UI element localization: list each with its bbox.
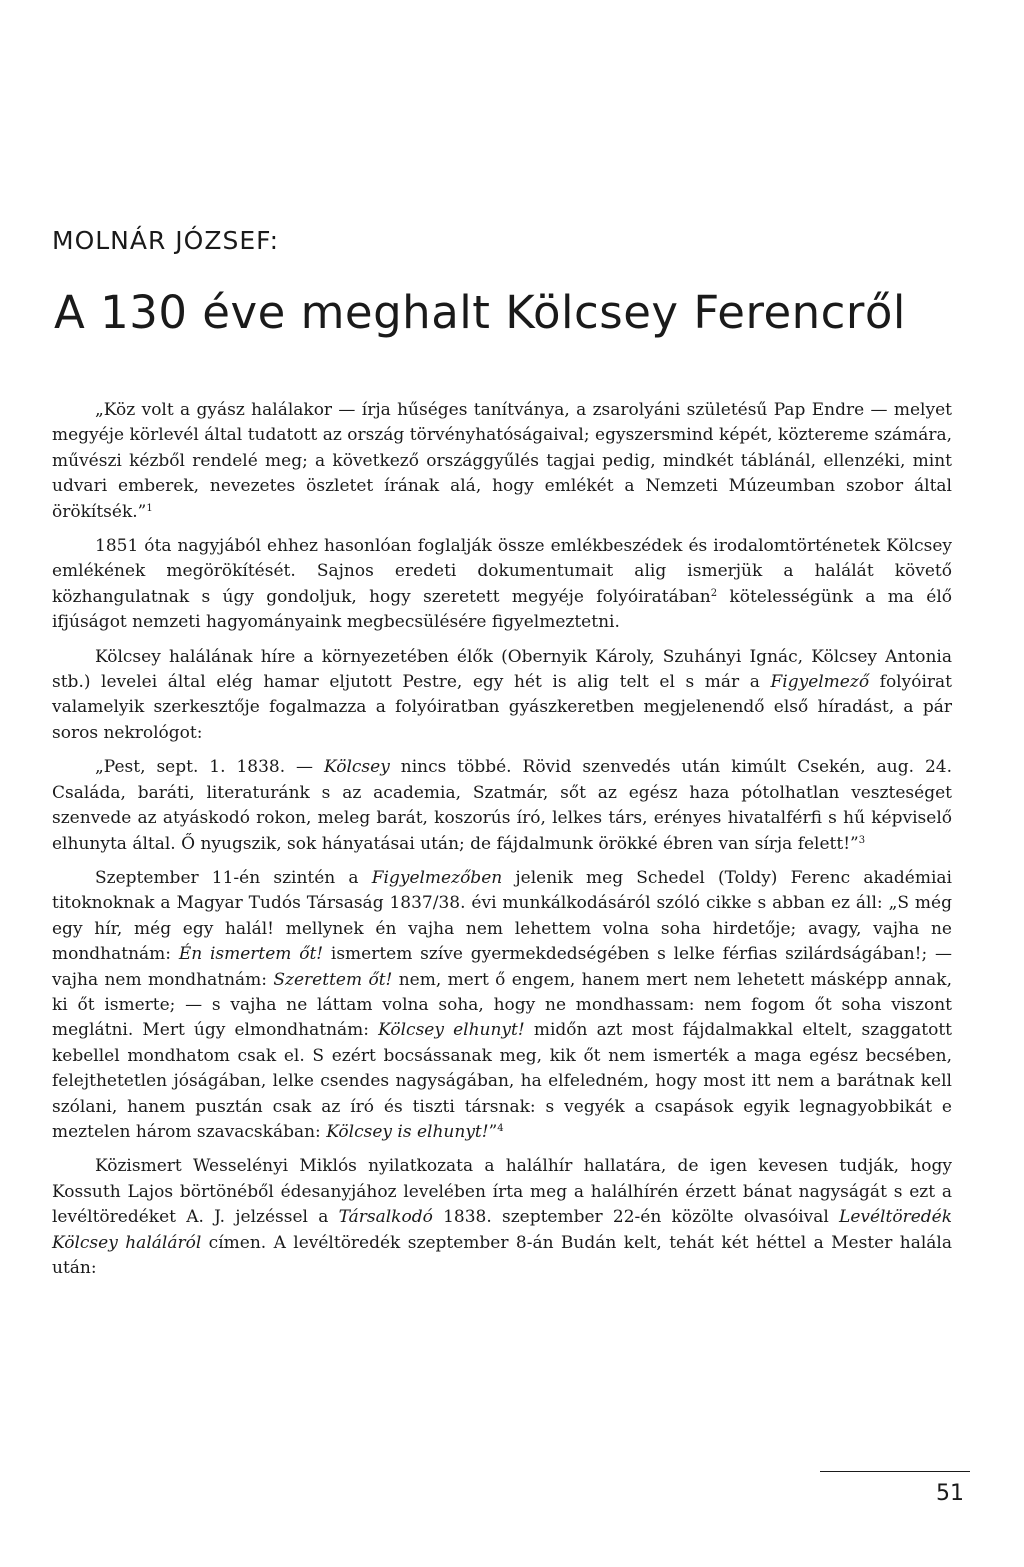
paragraph-3 xyxy=(52,645,952,747)
paragraph-4-text-a: „Pest, sept. 1. 1838. — xyxy=(95,757,324,778)
author-name: MOLNÁR JÓZSEF: xyxy=(52,226,280,255)
footnote-ref-1: 1 xyxy=(146,502,153,514)
paragraph-5-text-b: jelenik meg Schedel (Toldy) Ferenc akadémiai titoknoknak a Magyar Tudós Társaság 1837/38. évi munkálkodásáról szóló cikke s abban ez áll: „S még egy hír, még egy halál! mellynek én vajha nem lehettem volna soha hirdetője; avagy, vajha ne mondhatnám: xyxy=(52,867,952,965)
paragraph-5-text-d: nem, mert ő engem, hanem mert nem lehetett másképp annak, ki őt ismerte; — s vajha ne láttam volna soha, hogy ne mondhassam: nem fogom őt soha viszont meglátni. Mert úgy elmondhatnám: xyxy=(52,969,953,1041)
paragraph-4-italic-kolcsey: Kölcsey xyxy=(324,757,390,778)
paragraph-4-text-b: nincs többé. Rövid szenvedés után kimúlt Csekén, aug. 24. Családa, baráti, literaturánk s az academia, Szatmár, sőt az egész haza pótolhatlan veszteséget szenvede az atyáskodó rokon, meleg barát, koszorús író, lelkes társ, erényes hivatalférfi s hű képviselő elhunyta által. Ő nyugszik, sok hányatásai után; de fájdalmunk örökké ébren van sírja felett!” xyxy=(52,757,953,854)
paragraph-5-italic-elhunyt: Kölcsey elhunyt! xyxy=(378,1020,525,1041)
paragraph-6 xyxy=(52,1154,952,1281)
paragraph-5-text-c: ismertem szíve gyermekdedségében s lelke férfias szilárdságában!; — vajha nem mondhatnám: xyxy=(52,944,952,990)
footnote-ref-3: 3 xyxy=(858,834,866,846)
paragraph-4-quote xyxy=(52,755,952,857)
paragraph-2 xyxy=(52,534,952,636)
paragraph-6-text-a: Közismert Wesselényi Miklós nyilatkozata a halálhír hallatára, de igen kevesen tudják, hogy Kossuth Lajos börtönéből édesanyjához levelében írta meg a halálhírén érzett bánat nagyságát s ezt a levéltöredéket A. J. jelzéssel a xyxy=(52,1156,952,1228)
page-number: 51 xyxy=(936,1481,964,1506)
paragraph-6-text-c: címen. A levéltöredék szeptember 8-án Budán kelt, tehát két héttel a Mester halála után: xyxy=(52,1232,952,1278)
paragraph-5-italic-en-ismertem: Én ismertem őt! xyxy=(178,944,324,965)
paragraph-2-text-b: kötelességünk a ma élő ifjúságot nemzeti hagyományaink megbecsülésére figyelmeztetni. xyxy=(52,586,952,633)
article-body xyxy=(52,398,952,1281)
paragraph-5-text-a: Szeptember 11-én szintén a xyxy=(95,867,372,888)
paragraph-1 xyxy=(52,398,952,525)
footnote-ref-2: 2 xyxy=(710,587,718,599)
paragraph-5-italic-is-elhunyt: Kölcsey is elhunyt! xyxy=(326,1121,489,1142)
paragraph-3-text-b: folyóirat valamelyik szerkesztője fogalmazza a folyóiratban gyászkeretben megjelenendő első híradást, a pár soros nekrológot: xyxy=(52,672,952,743)
journal-name-figyelmezoben: Figyelmezőben xyxy=(371,867,503,888)
journal-name-tarsalkodo: Társalkodó xyxy=(338,1207,433,1228)
paragraph-5 xyxy=(52,866,952,1145)
letter-title: Levéltöredék Kölcsey haláláról xyxy=(52,1207,952,1253)
paragraph-5-text-e: midőn azt most fájdalmakkal eltelt, szaggatott kebellel mondhatom csak el. S ezért bocsássanak meg, kik őt nem ismerték a maga egész becsében, felejthetetlen jóságában, lelke csendes nagyságában, ha elfeledném, hogy most itt nem a barátnak kell szólani, hanem pusztán csak az író és tiszti társnak: s vegyék a csapások egyik legnagyobbikát e meztelen három szavacskában: xyxy=(52,1020,952,1142)
footer-divider xyxy=(820,1471,970,1472)
paragraph-1-text: „Köz volt a gyász halálakor — írja hűséges tanítványa, a zsarolyáni születésű Pap Endre — melyet megyéje körlevél által tudatott az ország törvényhatóságaival; egyszersmind képét, köztereme számára, művészi kézből rendelé meg; a következő országgyűlés tagjai pedig, mindkét táblánál, ellenzéki, mint udvari emberek, nevezetes öszletet írának alá, hogy emlékét a Nemzeti Múzeumban szobor által örökítsék.” xyxy=(52,400,952,522)
footnote-ref-4: 4 xyxy=(497,1122,504,1134)
article-title: A 130 éve meghalt Kölcsey Ferencről xyxy=(54,286,906,339)
paragraph-6-text-b: 1838. szeptember 22-én közölte olvasóival xyxy=(432,1207,840,1228)
paragraph-5-text-f: ” xyxy=(488,1121,498,1142)
paragraph-2-text-a: 1851 óta nagyjából ehhez hasonlóan foglalják össze emlékbeszédek és irodalomtörténetek Kölcsey emlékének megörökítését. Sajnos eredeti dokumentumait alig ismerjük a halálát követő közhangulatnak s úgy gondoljuk, hogy szeretett megyéje folyóiratában xyxy=(52,536,952,607)
journal-name-figyelmezo: Figyelmező xyxy=(770,672,870,693)
paragraph-5-italic-szerettem: Szerettem őt! xyxy=(273,969,393,990)
paragraph-3-text-a: Kölcsey halálának híre a környezetében élők (Obernyik Károly, Szuhányi Ignác, Kölcsey Antonia stb.) levelei által elég hamar eljutott Pestre, egy hét is alig telt el s már a xyxy=(52,646,952,693)
